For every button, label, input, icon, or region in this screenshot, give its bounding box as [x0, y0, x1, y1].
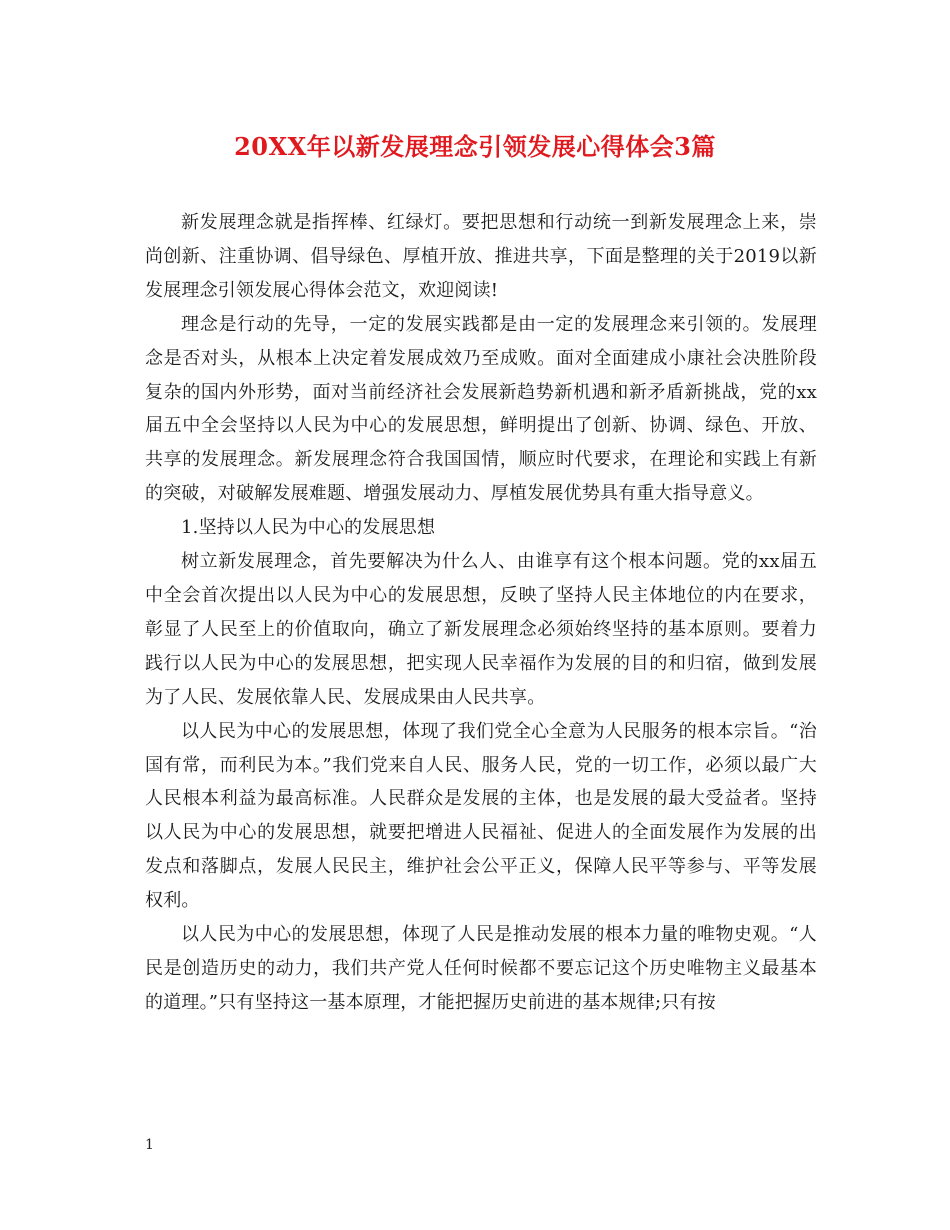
- paragraph-section-3: 以人民为中心的发展思想，体现了人民是推动发展的根本力量的唯物史观。“人民是创造历史的动力，我们共产党人任何时候都不要忘记这个历史唯物主义最基本的道理。”只有坚持这一基本原理，才能把握历史前进的基本规律;只有按: [145, 924, 817, 1013]
- document-body: [145, 206, 817, 1020]
- section-heading: 1.坚持以人民为中心的发展思想: [181, 517, 436, 539]
- paragraph-section-2: 以人民为中心的发展思想，体现了我们党全心全意为人民服务的根本宗旨。“治国有常，而利民为本。”我们党来自人民、服务人民，党的一切工作，必须以最广大人民根本利益为最高标准。人民群众是发展的主体，也是发展的最大受益者。坚持以人民为中心的发展思想，就要把增进人民福祉、促进人的全面发展作为发展的出发点和落脚点，发展人民民主，维护社会公平正义，保障人民平等参与、平等发展权利。: [145, 720, 817, 912]
- paragraph-concept: 理念是行动的先导，一定的发展实践都是由一定的发展理念来引领的。发展理念是否对头，从根本上决定着发展成效乃至成败。面对全面建成小康社会决胜阶段复杂的国内外形势，面对当前经济社会发展新趋势新机遇和新矛盾新挑战，党的xx届五中全会坚持以人民为中心的发展思想，鲜明提出了创新、协调、绿色、开放、共享的发展理念。新发展理念符合我国国情，顺应时代要求，在理论和实践上有新的突破，对破解发展难题、增强发展动力、厚植发展优势具有重大指导意义。: [145, 313, 817, 505]
- page-number: 1: [145, 1137, 154, 1153]
- paragraph-intro: 新发展理念就是指挥棒、红绿灯。要把思想和行动统一到新发展理念上来，崇尚创新、注重协调、倡导绿色、厚植开放、推进共享，下面是整理的关于2019以新发展理念引领发展心得体会范文，欢迎阅读!: [145, 212, 817, 301]
- paragraph-section-1: 树立新发展理念，首先要解决为什么人、由谁享有这个根本问题。党的xx届五中全会首次提出以人民为中心的发展思想，反映了坚持人民主体地位的内在要求，彰显了人民至上的价值取向，确立了新发展理念必须始终坚持的基本原则。要着力践行以人民为中心的发展思想，把实现人民幸福作为发展的目的和归宿，做到发展为了人民、发展依靠人民、发展成果由人民共享。: [145, 551, 817, 708]
- document-title: 20XX年以新发展理念引领发展心得体会3篇: [234, 132, 716, 161]
